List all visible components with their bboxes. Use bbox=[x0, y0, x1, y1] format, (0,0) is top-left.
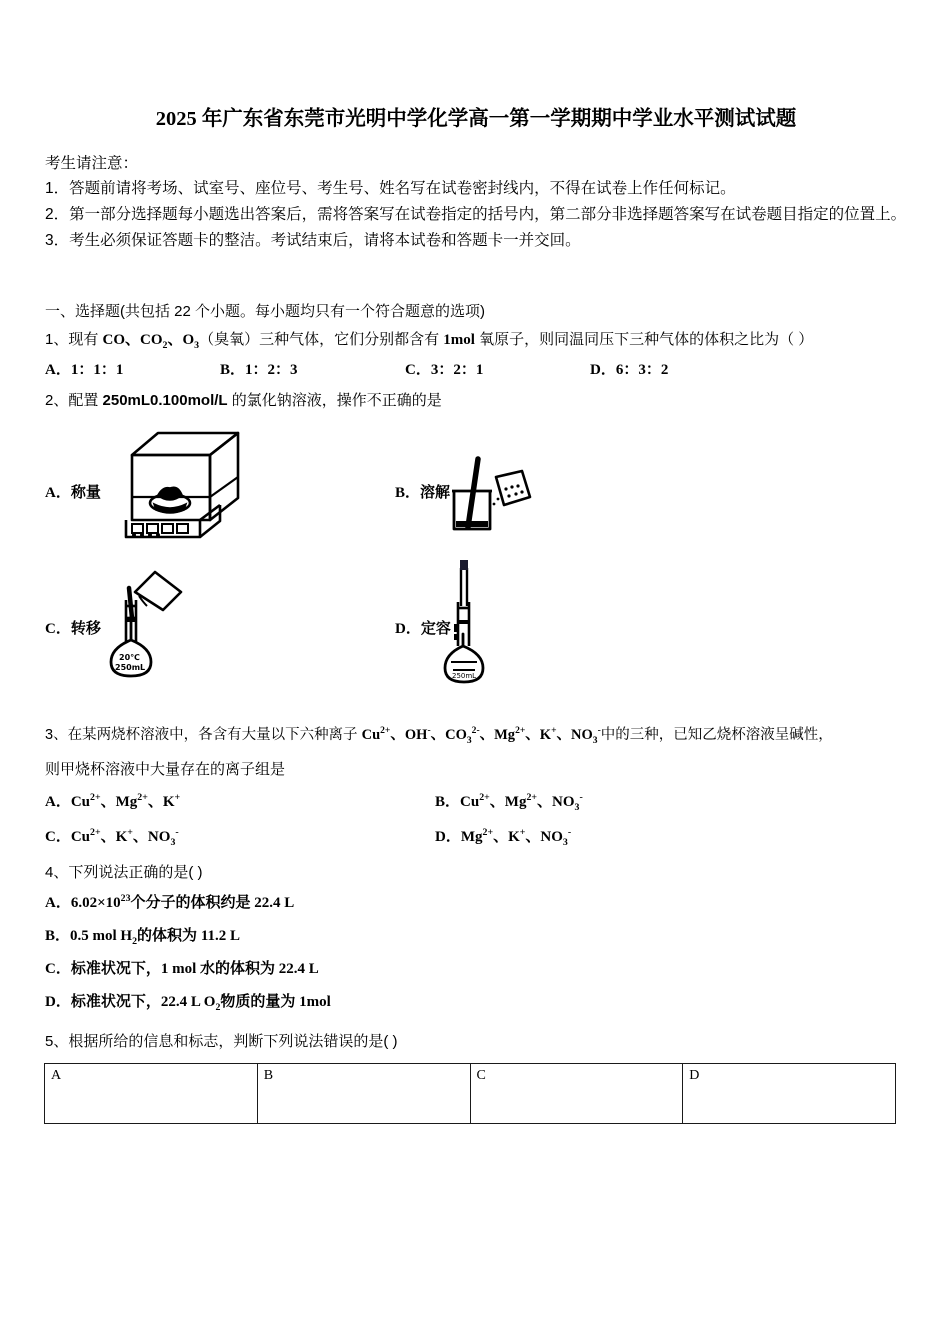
question-3-options bbox=[45, 790, 907, 860]
volumetric-flask-dropper-icon bbox=[437, 558, 509, 691]
q1-option-c[interactable] bbox=[405, 358, 590, 379]
q1-option-d-text: 6：3：2 bbox=[615, 362, 669, 378]
svg-text:250mL: 250mL bbox=[452, 672, 477, 680]
q3-options-row-2 bbox=[45, 825, 907, 860]
svg-text:20℃: 20℃ bbox=[119, 653, 140, 662]
q4-option-c-label: C． bbox=[45, 961, 71, 977]
q4-option-d[interactable]: D．标准状况下，22.4 L $O_2$物质的量为 1mol bbox=[45, 993, 331, 1013]
q1-option-b-label: B． bbox=[220, 362, 246, 378]
analytical-balance-icon bbox=[120, 425, 255, 555]
q2-stem-pre: 2、配置 bbox=[45, 392, 103, 409]
question-4-options bbox=[45, 891, 907, 1023]
q1-stem-post: 氧原子，则同温同压下三种气体的体积之比为（ ） bbox=[474, 331, 814, 348]
table-cell-b[interactable]: B bbox=[257, 1064, 470, 1124]
table-cell-c[interactable]: C bbox=[470, 1064, 683, 1124]
q3-stem-pre: 3、在某两烧杯溶液中，各含有大量以下六种离子 bbox=[45, 727, 362, 743]
q1-option-b-text: 1：2：3 bbox=[245, 362, 298, 378]
q2-option-d-text: 定容 bbox=[420, 620, 451, 637]
q4-option-d-label: D． bbox=[45, 994, 71, 1010]
notice-item: 1．答题前请将考场、试室号、座位号、考生号、姓名写在试卷密封线内，不得在试卷上作任何标记。 bbox=[45, 180, 736, 197]
q2-option-b[interactable] bbox=[395, 481, 450, 502]
q3-stem-post: 中的三种，已知乙烧杯溶液呈碱性， bbox=[600, 727, 833, 743]
q1-option-d[interactable] bbox=[590, 358, 668, 379]
q1-stem-mid: （臭氧）三种气体，它们分别都含有 bbox=[199, 331, 444, 348]
q1-stem-formula: CO、$CO_2$、$O_3$ bbox=[102, 332, 200, 351]
q2-option-c[interactable] bbox=[45, 617, 101, 638]
question-4-stem: 4、下列说法正确的是( ) bbox=[45, 864, 203, 881]
table-cell-a[interactable]: A bbox=[45, 1064, 258, 1124]
question-5-table bbox=[44, 1063, 896, 1124]
q3-option-c-label: C． bbox=[45, 829, 71, 845]
svg-text:250mL: 250mL bbox=[115, 663, 146, 672]
q2-option-c-label: C． bbox=[45, 621, 71, 637]
notice-item: 3．考生必须保证答题卡的整洁。考试结束后，请将本试卷和答题卡一并交回。 bbox=[45, 232, 581, 249]
notice-heading: 考生请注意： bbox=[45, 155, 139, 172]
q3-option-a-label: A． bbox=[45, 794, 71, 810]
q3-option-d[interactable]: D．$Mg^{2+}$、K+、$NO_3^-$ bbox=[435, 827, 572, 848]
q3-ion-list: $Cu^{2+}$、OH-、$CO_3^{2-}$、$Mg^{2+}$、K+、$NO_3^-$ bbox=[361, 725, 601, 746]
volumetric-flask-transfer-icon bbox=[105, 562, 200, 689]
page-title: 2025 年广东省东莞市光明中学化学高一第一学期期中学业水平测试试题 bbox=[155, 108, 797, 130]
question-1-options bbox=[45, 358, 907, 379]
q2-stem-post: 的氯化钠溶液，操作不正确的是 bbox=[227, 392, 442, 409]
q4-option-a[interactable]: A．$6.02\times 10^{23}$个分子的体积约是 22.4 L bbox=[45, 893, 295, 911]
q1-option-a-label: A． bbox=[45, 362, 71, 378]
table-cell-d[interactable]: D bbox=[683, 1064, 896, 1124]
q3-option-d-label: D． bbox=[435, 829, 461, 845]
q3-option-c[interactable]: C．$Cu^{2+}$、K+、$NO_3^-$ bbox=[45, 827, 179, 848]
q4-option-c[interactable]: C．标准状况下，1 mol 水的体积为 22.4 L bbox=[45, 960, 319, 977]
q2-option-a-text: 称量 bbox=[70, 484, 101, 501]
q3-option-a[interactable]: A．$Cu^{2+}$、$Mg^{2+}$、K+ bbox=[45, 792, 181, 810]
q1-option-c-label: C． bbox=[405, 362, 431, 378]
q1-option-a-text: 1：1：1 bbox=[70, 362, 124, 378]
q4-option-b[interactable]: B．0.5 mol $H_2$的体积为 11.2 L bbox=[45, 927, 240, 947]
q4-option-a-label: A． bbox=[45, 895, 71, 911]
q2-option-b-label: B． bbox=[395, 485, 421, 501]
q2-option-d-label: D． bbox=[395, 621, 421, 637]
q2-option-c-text: 转移 bbox=[70, 620, 101, 637]
q3-options-row-1 bbox=[45, 790, 907, 825]
question-2-stem bbox=[45, 389, 442, 410]
q3-option-b[interactable]: B．$Cu^{2+}$、$Mg^{2+}$、$NO_3^-$ bbox=[435, 792, 583, 813]
question-3-stem-line2: 则甲烧杯溶液中大量存在的离子组是 bbox=[45, 761, 286, 778]
q1-stem-pre: 1、现有 bbox=[45, 331, 103, 348]
q2-option-a[interactable] bbox=[45, 481, 101, 502]
q4-option-b-label: B． bbox=[45, 928, 71, 944]
notice-item: 2．第一部分选择题每小题选出答案后，需将答案写在试卷指定的括号内，第二部分非选择题答案写在试卷题目指定的位置上。 bbox=[45, 206, 907, 223]
q1-stem-amount: 1mol bbox=[443, 332, 475, 348]
question-5-stem: 5、根据所给的信息和标志，判断下列说法错误的是( ) bbox=[45, 1033, 398, 1050]
q1-option-c-text: 3：2：1 bbox=[430, 362, 484, 378]
question-3-stem-line1 bbox=[45, 723, 833, 744]
q2-stem-value: 250mL0.100mol/L bbox=[102, 392, 228, 409]
q3-option-b-label: B． bbox=[435, 794, 461, 810]
q1-option-b[interactable] bbox=[220, 358, 405, 379]
section-heading: 一、选择题(共包括 22 个小题。每小题均只有一个符合题意的选项) bbox=[45, 303, 486, 320]
q1-option-a[interactable] bbox=[45, 358, 220, 379]
q2-option-b-text: 溶解 bbox=[420, 484, 451, 501]
question-1-stem bbox=[45, 328, 813, 349]
q1-option-d-label: D． bbox=[590, 362, 616, 378]
q2-option-a-label: A． bbox=[45, 485, 71, 501]
notice-list bbox=[45, 176, 907, 254]
beaker-dissolve-icon bbox=[448, 455, 533, 542]
table-row bbox=[45, 1064, 896, 1124]
